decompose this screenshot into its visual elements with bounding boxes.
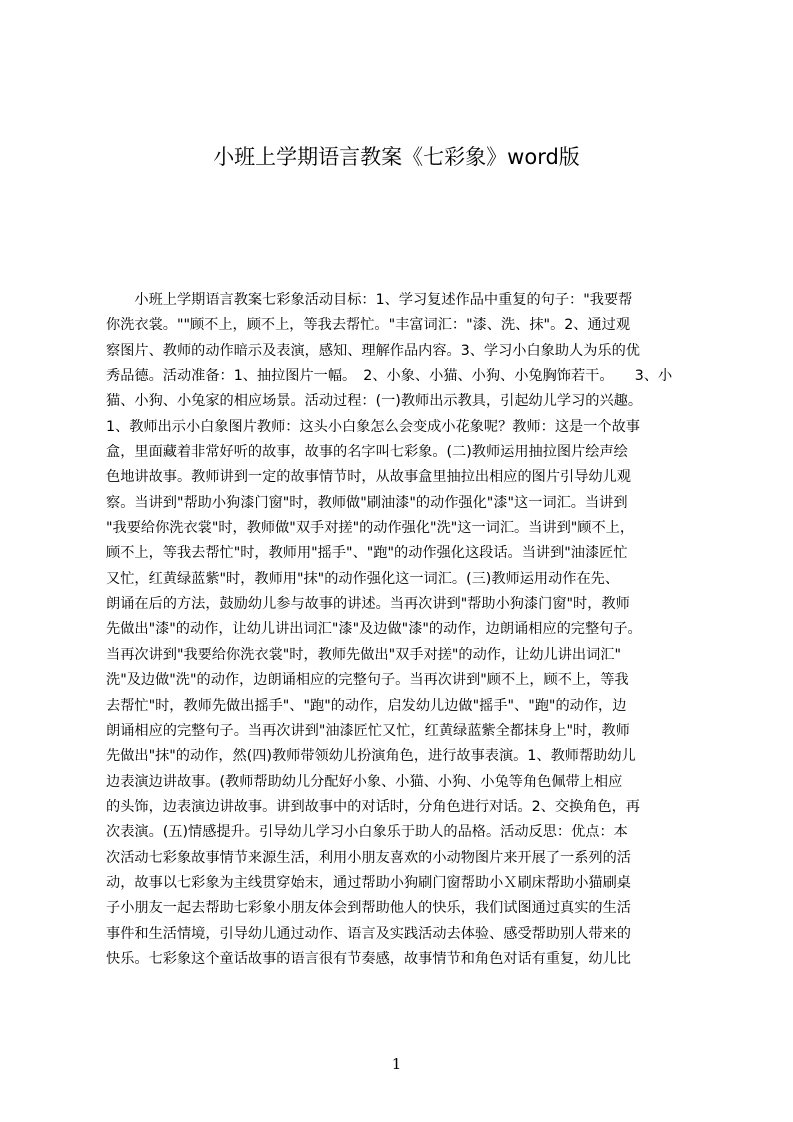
body-line: 小班上学期语言教案七彩象活动目标：1、学习复述作品中重复的句子："我要帮 bbox=[106, 292, 633, 308]
body-line: 朗诵相应的完整句子。当再次讲到"油漆匠忙又忙，红黄绿蓝紫全都抹身上"时，教师 bbox=[106, 722, 630, 739]
body-line: 又忙，红黄绿蓝紫"时，教师用"抹"的动作强化这一词汇。(三)教师运用动作在先、 bbox=[106, 570, 620, 587]
body-line: 的头饰，边表演边讲故事。讲到故事中的对话时，分角色进行对话。2、交换角色，再 bbox=[106, 798, 640, 815]
body-line: 先做出"漆"的动作，让幼儿讲出词汇"漆"及边做"漆"的动作，边朗诵相应的完整句子。 bbox=[106, 621, 642, 638]
body-line: 当再次讲到"我要给你洗衣裳"时，教师先做出"双手对搓"的动作，让幼儿讲出词汇" bbox=[106, 646, 622, 663]
body-line: 先做出"抹"的动作，然(四)教师带领幼儿扮演角色，进行故事表演。1、教师帮助幼儿 bbox=[106, 748, 636, 765]
body-line: 察。当讲到"帮助小狗漆门窗"时，教师做"刷油漆"的动作强化"漆"这一词汇。当讲到 bbox=[106, 494, 628, 511]
body-line: 动，故事以七彩象为主线贯穿始末，通过帮助小狗刷门窗帮助小Ｘ刷床帮助小猫刷桌 bbox=[106, 874, 631, 891]
body-line: 快乐。七彩象这个童话故事的语言很有节奏感，故事情节和角色对话有重复，幼儿比 bbox=[106, 950, 631, 967]
body-line: 盒，里面藏着非常好听的故事，故事的名字叫七彩象。(二)教师运用抽拉图片绘声绘 bbox=[106, 444, 628, 461]
body-line: 猫、小狗、小兔家的相应场景。活动过程：(一)教师出示教具，引起幼儿学习的兴趣。 bbox=[106, 393, 643, 410]
body-line: 边表演边讲故事。(教师帮助幼儿分配好小象、小猫、小狗、小兔等角色佩带上相应 bbox=[106, 773, 623, 790]
document-body bbox=[106, 288, 698, 972]
body-line: 去帮忙"时，教师先做出摇手"、"跑"的动作，启发幼儿边做"摇手"、"跑"的动作，边 bbox=[106, 697, 627, 714]
document-title: 小班上学期语言教案《七彩象》word版 bbox=[213, 145, 580, 169]
body-line: 次表演。(五)情感提升。引导幼儿学习小白象乐于助人的品格。活动反思：优点：本 bbox=[106, 824, 628, 841]
body-line: 洗"及边做"洗"的动作，边朗诵相应的完整句子。当再次讲到"顾不上，顾不上，等我 bbox=[106, 672, 629, 689]
body-line: 色地讲故事。教师讲到一定的故事情节时，从故事盒里抽拉出相应的图片引导幼儿观 bbox=[106, 469, 631, 486]
body-line: 顾不上，等我去帮忙"时，教师用"摇手"、"跑"的动作强化这段话。当讲到"油漆匠忙 bbox=[106, 545, 628, 562]
body-line: 次活动七彩象故事情节来源生活，利用小朋友喜欢的小动物图片来开展了一系列的活 bbox=[106, 849, 631, 866]
body-line: 察图片、教师的动作暗示及表演，感知、理解作品内容。3、学习小白象助人为乐的优 bbox=[106, 342, 640, 359]
body-line: 秀品德。活动准备：1、抽拉图片一幅。 2、小象、小猫、小狗、小兔胸饰若干。 3、小 bbox=[106, 368, 673, 385]
body-line: 朗诵在后的方法，鼓励幼儿参与故事的讲述。当再次讲到"帮助小狗漆门窗"时，教师 bbox=[106, 596, 630, 613]
body-line: 1、教师出示小白象图片教师：这头小白象怎么会变成小花象呢？教师：这是一个故事 bbox=[106, 418, 640, 435]
body-line: 子小朋友一起去帮助七彩象小朋友体会到帮助他人的快乐，我们试图通过真实的生活 bbox=[106, 900, 631, 917]
body-line: 你洗衣裳。""顾不上，顾不上，等我去帮忙。"丰富词汇："漆、洗、抹"。2、通过观 bbox=[106, 317, 631, 334]
page-number: 1 bbox=[391, 1055, 402, 1073]
body-line: 事件和生活情境，引导幼儿通过动作、语言及实践活动去体验、感受帮助别人带来的 bbox=[106, 925, 631, 942]
body-line: "我要给你洗衣裳"时，教师做"双手对搓"的动作强化"洗"这一词汇。当讲到"顾不上， bbox=[106, 520, 635, 537]
